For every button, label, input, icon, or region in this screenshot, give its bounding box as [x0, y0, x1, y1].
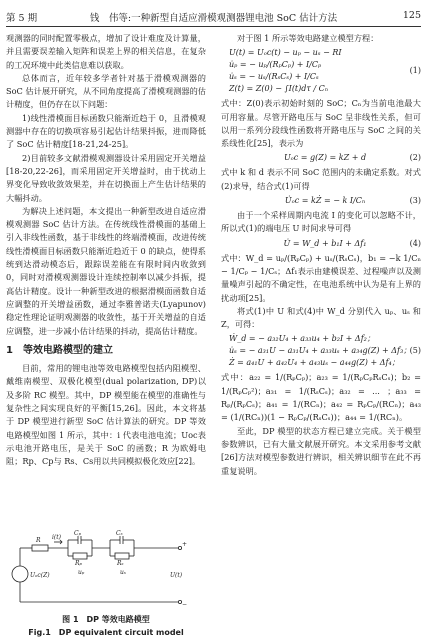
section-heading: 1 等效电路模型的建立	[6, 344, 113, 356]
paragraph: 式中 k 和 d 表示不同 SoC 范围内的未确定系数。对式(2)求导，结合式(1)可得	[221, 167, 421, 191]
eq1-line: U(t) = Uₒc(t) − uₚ − uₛ − RI	[229, 48, 342, 58]
paragraph: 式中：W_d = uₚ/(RₚCₚ) + uₛ/(RₛCₛ)，b₁ = −k 1/Cₙ − 1/Cₚ − 1/Cₛ；Δf₁表示由建模误差、过程噪声以及测量噪声引起的不确定性，在电池系统中认为是有上界的扰动项[25]。	[221, 252, 421, 303]
paragraph: 至此，DP 模型的状态方程已建立完成。关于模型参数辨识，已有大量文献展开研究。本文采用参考文献[26]方法对模型参数进行辨识，相关辨识细节在此不再重复说明。	[221, 425, 421, 476]
paragraph: 式中：Z(0)表示初始时刻的 SoC；Cₙ为当前电池最大可用容量。尽管开路电压与 SoC 呈非线性关系，但可以用一系列分段线性函数将开路电压与 SoC 之间的关系线性化[25]，表示为	[221, 98, 421, 149]
label-cs: Cₛ	[116, 530, 123, 537]
paragraph: 总体而言，近年较多学者针对基于滑模观测器的 SoC 估计展开研究，从不同角度提高了滑模观测器的估计精度，但仍存在以下问题：	[6, 72, 206, 110]
label-i: i(t)	[52, 534, 62, 541]
paragraph: 2)目前较多文献滑模观测器设计采用固定开关增益[18-20,22-26]，而采用固定开关增益时，由于扰动上界变化导致收敛效果差，并在切换面上产生估计结果的大幅抖动。	[6, 152, 206, 203]
issue-number: 第 5 期	[6, 13, 38, 24]
label-ut: U(t)	[170, 572, 183, 579]
left-column	[6, 32, 206, 469]
eq3-line: U̇ₒc = kŻ = − k I/Cₙ	[284, 196, 366, 206]
equation-2	[221, 150, 421, 166]
resistor-r	[32, 545, 48, 551]
eq1-line: Z(t) = Z(0) − ∫I(t)dτ / Cₙ	[229, 84, 328, 94]
equation-number: (5)	[409, 346, 421, 356]
equation-3	[221, 193, 421, 209]
equation-number: (4)	[409, 238, 421, 248]
eq1-line: u̇ₛ = − uₛ/(RₛCₛ) + I/Cₛ	[229, 72, 319, 82]
eq2-line: Uₒc = g(Z) = kZ + d	[283, 153, 367, 163]
equation-5	[221, 331, 421, 371]
equation-number: (3)	[409, 196, 421, 206]
figure-caption-cn: 图 1 DP 等效电路模型	[62, 615, 150, 624]
label-plus: +	[182, 541, 188, 548]
paragraph: 由于一个采样周期内电流 I 的变化可以忽略不计，所以式(1)的端电压 U 时间求导可得	[221, 210, 421, 234]
eq5-line: Ż = a₄₁U + a₄₂U₄ + a₄₃uₛ − a₄₄g(Z) + Δf₄；	[229, 358, 400, 368]
label-up: uₚ	[78, 569, 85, 576]
paragraph: 将式(1)中 U 和式(4)中 W_d 分别代入 uₚ、uₛ 和 Z，可得：	[221, 305, 421, 330]
paragraph: 观测器的同时配置零极点，增加了设计难度及计算量，并且需要误差输入矩阵和误差上界的相关信息，在复杂的工况环境中此类信息难以获取。	[6, 33, 206, 70]
eq5-line: Ẇ_d = − a₃₂U₄ + a₃₃u₄ + b₂I + Δf₂；	[229, 334, 375, 344]
paragraph: 对于图 1 所示等效电路建立模型方程：	[237, 33, 379, 43]
equation-number: (1)	[409, 66, 421, 76]
paragraph: 1)线性滑模面目标函数只能渐近趋于 0，且滑模观测器中存在的切换项容易引起估计结果抖振，进而降低了 SoC 估计精度[18-21,24-25]。	[6, 112, 206, 150]
running-title: 钱 伟等:一种新型自适应滑模观测器锂电池 SoC 估计方法	[89, 13, 338, 24]
eq5-line: u̇ₛ = − a₃₁U − a₃₁U₄ + a₃₃uₛ + a₃₄g(Z) + Δf₃；	[229, 346, 412, 356]
label-minus: −	[182, 601, 188, 608]
circuit-diagram	[10, 530, 202, 612]
right-column	[221, 32, 421, 478]
label-cp: Cₚ	[74, 530, 81, 537]
paragraph: 为解决上述问题，本文提出一种新型改进自适应滑模观测器 SoC 估计方法。在传统线性滑模面的基础上引入非线性函数，基于非线性的终端滑模面，改进传统线性滑模面目标函数只能渐近趋近于 0 的缺点，使得系统到达滑动模态后，跟踪误差能在有限时间内收敛到 0，同时对滑模观测器设计连续控制率以减少抖振，提高估计精度。设计一种新型改进的根据滑模面函数自适应调整的开关增益函数，通过李雅普诺夫(Lyapunov)稳定性理论证明观测器的收敛性，基于开关增益的自适应调整，进一步减小估计结果的抖动，提高估计精度。	[6, 205, 206, 336]
page-number: 125	[402, 10, 421, 21]
paragraph: 式中：a₂₂ = 1/(RₚCₚ)；a₂₃ = 1/(RₚCₚRₛCₛ)；b₂ = 1/(RₚCₚ²)；a₃₁ = 1/(RₛCₛ)；a₃₂ = ... ；a₃₃ = Rₚ/(RₚCₛ)；a₄₁ = 1/(RCₙ)；a₄₂ = RₚCₚ/(RCₙ)；a₄₃ = (1/(RCₙ))(1 − RₚCₚ/(RₛCₛ))；a₄₄ = 1/(RCₙ)。	[221, 372, 421, 423]
label-us: uₛ	[120, 569, 126, 576]
paragraph: 目前，常用的锂电池等效电路模型包括内阻模型、戴维南模型、双极化模型(dual polarization, DP)以及多阶 RC 模型。其中，DP 模型能在模型的准确性与复杂性之间实现良好的平衡[15,26]。因此，本文将基于 DP 模型进行新型 SoC 估计算法的研究。DP 等效电路模型如图 1 所示，其中：i 代表电池电流；Uoc表示电池开路电压，是关于 SoC 的函数；R 为欧姆电阻；Rp、Cp与 Rs、Cs用以共同模拟极化效应[22]。	[6, 363, 206, 467]
eq4-line: U̇ = W_d + b₁I + Δf₁	[283, 238, 367, 248]
circuit-figure	[10, 530, 202, 612]
label-rp: Rₚ	[75, 560, 82, 567]
label-rs: Rₛ	[117, 560, 124, 567]
header-rule	[6, 26, 421, 27]
eq1-line: u̇ₚ = − uₚ/(RₚCₚ) + I/Cₚ	[229, 60, 322, 70]
equation-4	[221, 236, 421, 252]
figure-caption-en: Fig.1 DP equivalent circuit model	[28, 628, 184, 637]
label-r: R	[36, 537, 41, 544]
page-header	[6, 10, 421, 26]
label-uoc: Uₒc(Z)	[30, 572, 50, 579]
equation-1	[221, 45, 421, 97]
equation-number: (2)	[409, 153, 421, 163]
